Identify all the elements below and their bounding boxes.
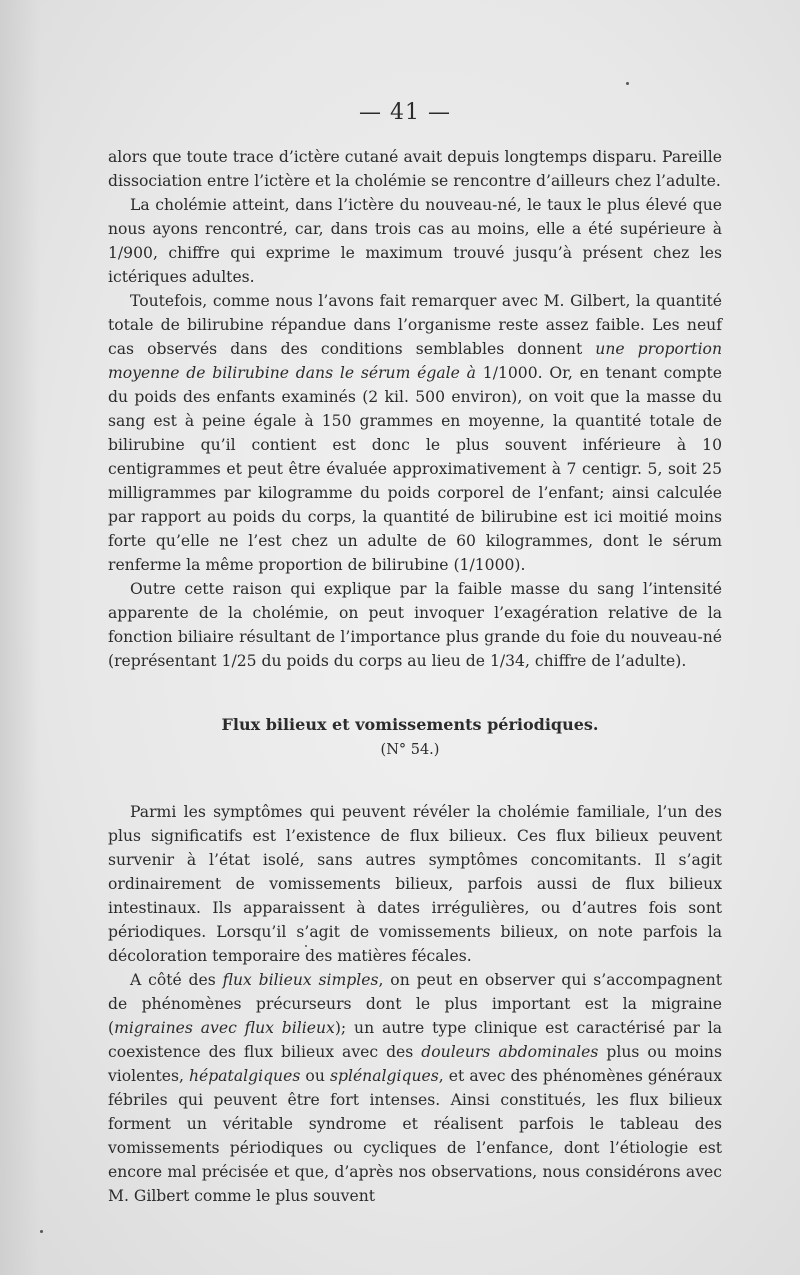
paragraph-6-italic-2: migraines avec flux bilieux [114,1019,335,1037]
paragraph-6-italic-1: flux bilieux simples [222,971,379,989]
page-number: — 41 — [359,100,451,125]
paragraph-6-text-b: , on peut en observer qui s’accompagnent de phénomènes précurseurs dont le plus important est la migraine ( [108,971,723,1037]
paragraph-6 [108,968,722,1208]
paragraph-2: La cholémie atteint, dans l’ictère du nouveau-né, le taux le plus élevé que nous ayons rencontré, car, dans trois cas au moins, elle a été supérieure à 1/900, chiffre qui exprime le maximum trouvé jusqu’à présent chez les ictériques adultes. [108,196,722,286]
paragraph-6-italic-4: hépatalgiques [189,1067,301,1085]
scan-speck [305,945,307,947]
paragraph-6-text-d: plus ou moins violentes, [108,1043,722,1085]
paragraph-1: alors que toute trace d’ictère cutané avait depuis longtemps disparu. Pareille dissociation entre l’ictère et la cholémie se rencontre d’ailleurs chez l’adulte. [108,148,722,190]
paragraph-5: Parmi les symptômes qui peuvent révéler la cholémie familiale, l’un des plus significatifs est l’existence de flux bilieux. Ces flux bilieux peuvent survenir à l’état isolé, sans autres symptômes concomitants. Il s’agit ordinairement de vomissements bilieux, parfois aussi de flux bilieux intestinaux. Ils apparaissent à dates irrégulières, ou d’autres fois sont périodiques. Lorsqu’il s’agit de vomissements bilieux, on note parfois la décoloration temporaire des matières fécales. [108,803,722,965]
scan-speck [626,82,629,85]
paragraph-6-italic-5: splénalgiques [329,1067,439,1085]
paragraph-3 [108,289,722,577]
paragraph-3-text-a: Toutefois, comme nous l’avons fait remarquer avec M. Gilbert, la quantité totale de bilirubine répandue dans l’organisme reste assez faible. Les neuf cas observés dans des conditions semblables donnent [108,292,722,358]
text-block-bottom [108,800,722,1208]
text-block-top [108,145,722,673]
paragraph-3-text-b: 1/1000. Or, en tenant compte du poids des enfants examinés (2 kil. 500 environ), on voit que la masse du sang est à peine égale à 150 grammes en moyenne, la quantité totale de bilirubine qu’il contient est donc le plus souvent inférieure à 10 centigrammes et peut être évaluée approximativement à 7 centigr. 5, soit 25 milligrammes par kilogramme du poids corporel de l’enfant; ainsi calculée par rapport au poids du corps, la quantité de bilirubine est ici moitié moins forte qu’elle ne l’est chez un adulte de 60 kilogrammes, dont le sérum renferme la même proportion de bilirubine (1/1000). [108,364,722,574]
paragraph-6-text-f: , et avec des phénomènes généraux fébriles qui peuvent être fort intenses. Ainsi constitués, les flux bilieux forment un véritable syndrome et réalisent parfois le tableau des vomissements périodiques ou cycliques de l’enfance, dont l’étiologie est encore mal précisée et que, d’après nos observations, nous considérons avec M. Gilbert comme le plus souvent [108,1067,722,1205]
paragraph-6-text-c: ); un autre type clinique est caractérisé par la coexistence des flux bilieux avec des [108,1019,722,1061]
section-heading: Flux bilieux et vomissements périodiques. [221,715,599,734]
paragraph-6-text-e: ou [300,1067,330,1085]
section-note: (N° 54.) [380,742,440,758]
paragraph-3-italic: une proportion moyenne de bilirubine dans le sérum égale à [108,340,722,382]
paragraph-6-italic-3: douleurs abdominales [421,1043,599,1061]
paragraph-6-text-a: A côté des [130,971,223,989]
paragraph-4: Outre cette raison qui explique par la faible masse du sang l’intensité apparente de la cholémie, on peut invoquer l’exagération relative de la fonction biliaire résultant de l’importance plus grande du foie du nouveau-né (représentant 1/25 du poids du corps au lieu de 1/34, chiffre de l’adulte). [108,580,722,670]
page-edge-shadow [0,0,40,1275]
scan-speck [40,1230,43,1233]
